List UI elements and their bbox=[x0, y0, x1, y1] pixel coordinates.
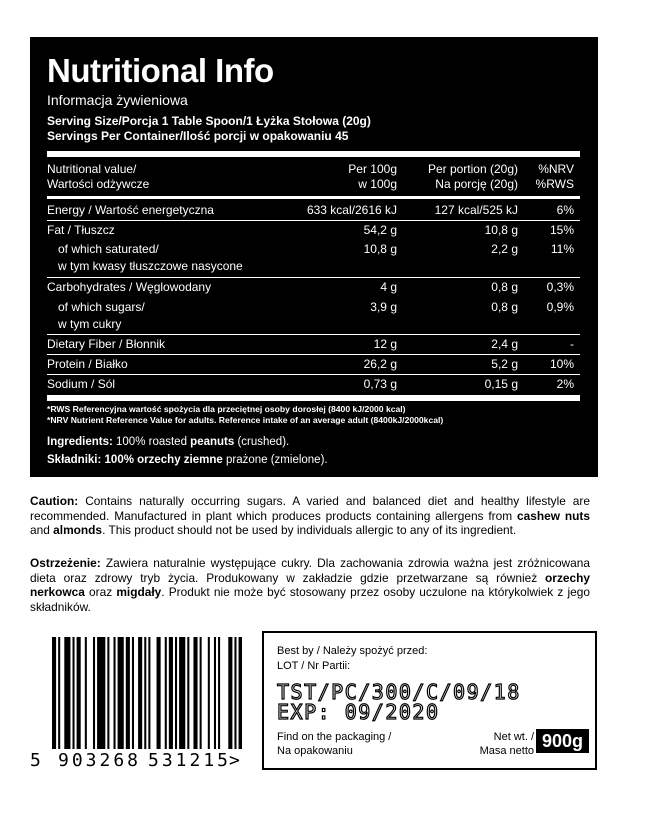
info-box bbox=[262, 631, 597, 770]
row-portion: 127 kcal/525 kJ bbox=[434, 203, 518, 217]
header-label-en: Nutritional value/ bbox=[47, 162, 137, 176]
barcode-bar bbox=[175, 637, 177, 749]
divider-thick bbox=[47, 395, 580, 401]
row-portion: 0,15 g bbox=[484, 377, 518, 391]
row-per100: 54,2 g bbox=[363, 223, 397, 237]
barcode-bar bbox=[144, 637, 146, 749]
divider bbox=[47, 334, 580, 335]
warning-pl-text: Ostrzeżenie: Zawiera naturalnie występujące cukry. Dla zachowania zdrowia ważna jest zróżnicowana dieta oraz zdrowy tryb życia. Produkowany w zakładzie gdzie przetwarzane są również orzechy nerkowca oraz migdały. Produkt nie może być stosowany przez osoby uczulone na którykolwiek z jego składników. bbox=[30, 556, 590, 614]
find-on-packaging-en: Find on the packaging / bbox=[277, 731, 392, 743]
serving-size: Serving Size/Porcja 1 Table Spoon/1 Łyżka Stołowa (20g) bbox=[47, 114, 371, 128]
barcode-bar bbox=[126, 637, 130, 749]
row-label: of which sugars/ bbox=[58, 300, 145, 314]
barcode-bar bbox=[114, 637, 116, 749]
lot-label: LOT / Nr Partii: bbox=[277, 660, 351, 672]
barcode-bar bbox=[234, 637, 236, 749]
row-per100: 10,8 g bbox=[363, 242, 397, 256]
row-per100: 26,2 g bbox=[363, 357, 397, 371]
exp-value: EXP: 09/2020 bbox=[277, 700, 440, 724]
row-label: Energy / Wartość energetyczna bbox=[47, 203, 214, 217]
nutrition-title: Nutritional Info bbox=[47, 52, 274, 89]
ingredients-en: Ingredients: 100% roasted peanuts (crushed). bbox=[47, 436, 290, 448]
divider bbox=[47, 220, 580, 221]
lot-value: TST/PC/300/C/09/18 bbox=[277, 680, 521, 704]
row-per100: 4 g bbox=[380, 280, 397, 294]
divider bbox=[47, 374, 580, 375]
ingredients-pl: Składniki: 100% orzechy ziemne prażone (zmielone). bbox=[47, 454, 328, 466]
divider bbox=[47, 277, 580, 278]
row-portion: 10,8 g bbox=[484, 223, 518, 237]
row-nrv: 0,9% bbox=[546, 300, 574, 314]
row-label-pl: w tym kwasy tłuszczowe nasycone bbox=[58, 259, 243, 273]
barcode-bar bbox=[228, 637, 232, 749]
divider bbox=[47, 354, 580, 355]
row-label: Protein / Białko bbox=[47, 357, 128, 371]
barcode-bar bbox=[138, 637, 142, 749]
net-weight-value: 900g bbox=[536, 729, 589, 753]
row-label: Carbohydrates / Węglowodany bbox=[47, 280, 212, 294]
barcode-digits-right: 531215 bbox=[148, 750, 232, 771]
barcode-bar bbox=[107, 637, 109, 749]
barcode-arrow: > bbox=[229, 750, 240, 771]
row-label: Dietary Fiber / Błonnik bbox=[47, 337, 166, 351]
barcode bbox=[30, 637, 242, 757]
barcode-bar bbox=[193, 637, 197, 749]
barcode-bar bbox=[58, 637, 60, 749]
nutrition-subtitle: Informacja żywieniowa bbox=[47, 92, 188, 108]
barcode-bar bbox=[200, 637, 202, 749]
header-per100-pl: w 100g bbox=[358, 177, 397, 191]
row-label: Fat / Tłuszcz bbox=[47, 223, 115, 237]
header-label-pl: Wartości odżywcze bbox=[47, 177, 150, 191]
barcode-bar bbox=[85, 637, 87, 749]
header-per100-en: Per 100g bbox=[348, 162, 397, 176]
nutrition-panel bbox=[30, 37, 598, 477]
barcode-bar bbox=[148, 637, 150, 749]
barcode-bar bbox=[93, 637, 95, 749]
row-nrv: 6% bbox=[556, 203, 574, 217]
row-nrv: 11% bbox=[550, 242, 574, 256]
barcode-bar bbox=[52, 637, 56, 749]
barcode-bar bbox=[97, 637, 105, 749]
barcode-bar bbox=[165, 637, 167, 749]
row-nrv: 15% bbox=[549, 223, 574, 237]
net-weight-pl: Masa netto bbox=[479, 745, 534, 757]
row-nrv: 10% bbox=[549, 357, 574, 371]
row-label-pl: w tym cukry bbox=[58, 317, 122, 331]
barcode-bar bbox=[118, 637, 124, 749]
header-nrv-en: %NRV bbox=[538, 162, 574, 176]
barcode-bar bbox=[187, 637, 189, 749]
barcode-bar bbox=[239, 637, 242, 749]
header-nrv-pl: %RWS bbox=[535, 177, 574, 191]
row-portion: 2,2 g bbox=[491, 242, 518, 256]
barcode-bar bbox=[179, 637, 185, 749]
barcode-bar bbox=[214, 637, 216, 749]
row-portion: 0,8 g bbox=[491, 280, 518, 294]
barcode-bar bbox=[169, 637, 173, 749]
barcode-bar bbox=[64, 637, 70, 749]
find-on-packaging-pl: Na opakowaniu bbox=[277, 745, 353, 757]
row-per100: 0,73 g bbox=[363, 377, 397, 391]
row-nrv: 0,3% bbox=[546, 280, 574, 294]
row-label: of which saturated/ bbox=[58, 242, 159, 256]
header-portion-en: Per portion (20g) bbox=[427, 162, 518, 176]
barcode-bar bbox=[77, 637, 81, 749]
row-portion: 5,2 g bbox=[491, 357, 518, 371]
row-per100: 3,9 g bbox=[370, 300, 397, 314]
barcode-bar bbox=[157, 637, 161, 749]
row-nrv: 2% bbox=[556, 377, 574, 391]
header-portion-pl: Na porcję (20g) bbox=[435, 177, 518, 191]
caution-text: Caution: Contains naturally occurring sugars. A varied and balanced diet and healthy lifestyle are recommended. Manufactured in plant which produces products containing allergens from cashew nuts and almonds. This product should not be used by individuals allergic to any of its ingredient. bbox=[30, 494, 590, 538]
row-nrv: - bbox=[570, 337, 574, 351]
barcode-digit-first: 5 bbox=[30, 750, 41, 771]
barcode-bar bbox=[73, 637, 75, 749]
footnote-rws: *RWS Referencyjna wartość spożycia dla przeciętnej osoby dorosłej (8400 kJ/2000 kcal) bbox=[47, 404, 406, 414]
best-by-label: Best by / Należy spożyć przed: bbox=[277, 645, 428, 657]
row-portion: 2,4 g bbox=[491, 337, 518, 351]
barcode-digits-left: 903268 bbox=[58, 750, 142, 771]
barcode-bar bbox=[208, 637, 210, 749]
row-label: Sodium / Sól bbox=[47, 377, 116, 391]
net-weight-en: Net wt. / bbox=[493, 731, 534, 743]
servings-per-container: Servings Per Container/Ilość porcji w opakowaniu 45 bbox=[47, 129, 349, 143]
row-per100: 12 g bbox=[373, 337, 397, 351]
divider-mid bbox=[47, 196, 580, 199]
barcode-bar bbox=[132, 637, 134, 749]
row-portion: 0,8 g bbox=[491, 300, 518, 314]
footnote-nrv: *NRV Nutrient Reference Value for adults. Reference intake of an average adult (8400kJ/2000kcal) bbox=[47, 415, 444, 425]
barcode-bar bbox=[218, 637, 220, 749]
row-per100: 633 kcal/2616 kJ bbox=[306, 203, 397, 217]
divider-thick bbox=[47, 151, 580, 157]
